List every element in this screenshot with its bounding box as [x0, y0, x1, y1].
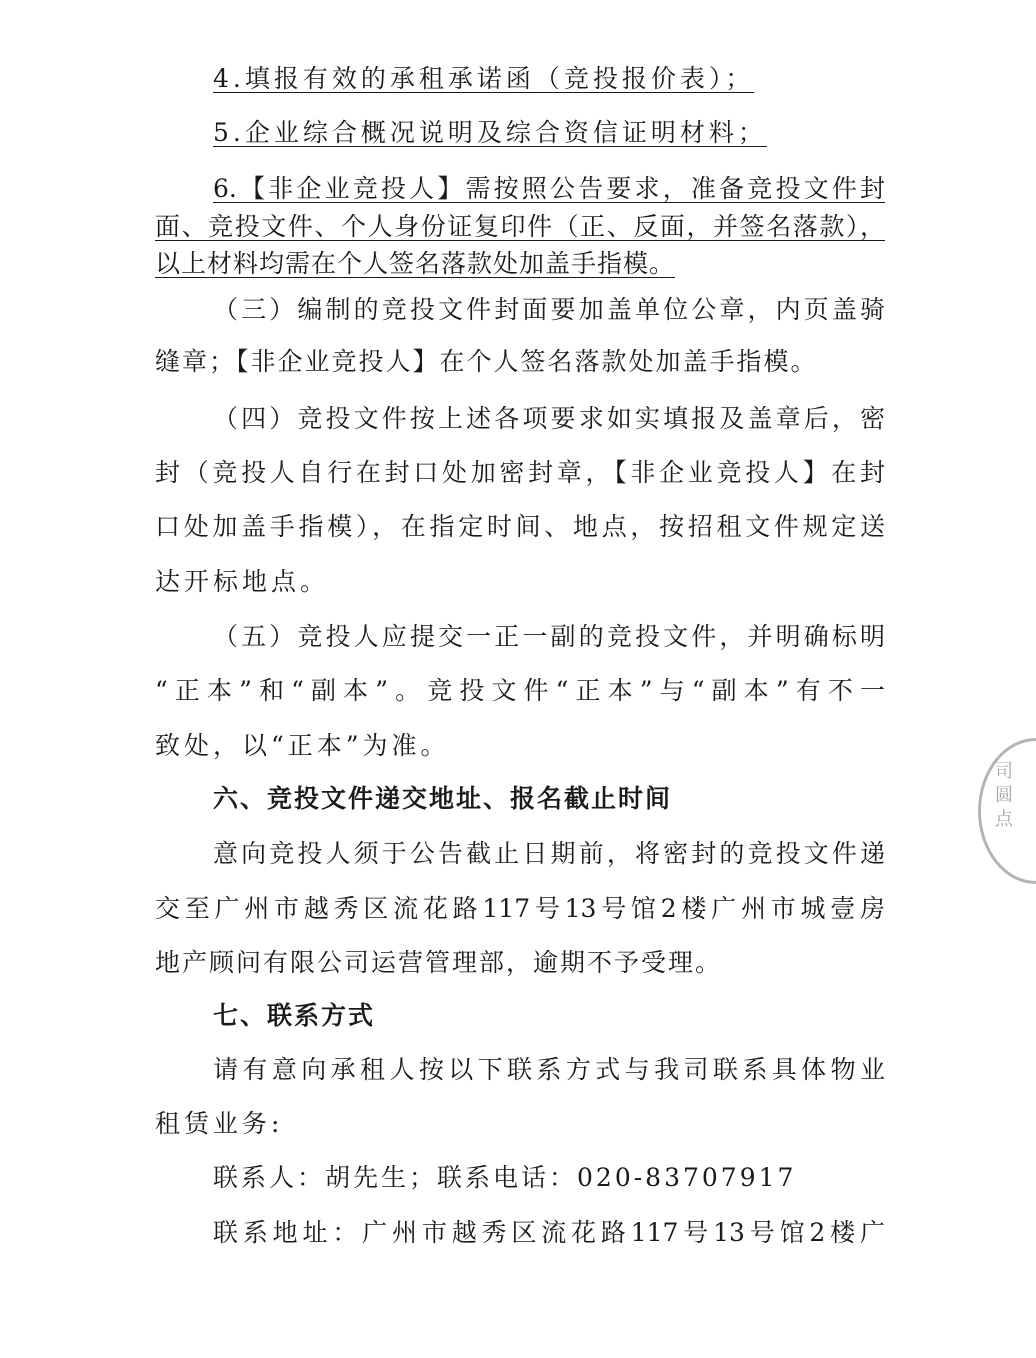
para-5-line1: （五）竞投人应提交一正一副的竞投文件，并明确标明 [213, 622, 885, 651]
para-5-line2: “正本”和“副本”。竞投文件“正本”与“副本”有不一 [155, 676, 885, 705]
section-7-heading: 七、联系方式 [213, 1001, 376, 1030]
section-7-line2: 租赁业务: [155, 1109, 284, 1138]
para-4-line1: （四）竞投文件按上述各项要求如实填报及盖章后，密 [213, 404, 885, 433]
para-4-line4: 达开标地点。 [155, 567, 330, 596]
section-6-line1: 意向竞投人须于公告截止日期前，将密封的竞投文件递 [213, 839, 885, 868]
seal-text: 司 圆 点 [995, 761, 1013, 830]
para-5-line3: 致处，以“正本”为准。 [155, 731, 450, 760]
item-5: 5.企业综合概况说明及综合资信证明材料； [213, 118, 767, 147]
section-6-heading: 六、竞投文件递交地址、报名截止时间 [213, 784, 673, 813]
item-6-line2: 面、竞投文件、个人身份证复印件（正、反面，并签名落款）， [155, 212, 885, 241]
section-7-line1: 请有意向承租人按以下联系方式与我司联系具体物业 [213, 1055, 885, 1084]
contact-person: 联系人：胡先生；联系电话：020-83707917 [213, 1163, 797, 1192]
item-6-line3: 以上材料均需在个人签名落款处加盖手指模。 [155, 249, 676, 278]
section-6-line2: 交至广州市越秀区流花路117号13号馆2楼广州市城壹房 [155, 894, 885, 923]
item-6-line1: 6.【非企业竞投人】需按照公告要求，准备竞投文件封 [213, 174, 885, 203]
section-6-line3: 地产顾问有限公司运营管理部，逾期不予受理。 [155, 948, 723, 977]
para-3-line2: 缝章；【非企业竞投人】在个人签名落款处加盖手指模。 [155, 347, 818, 376]
contact-address: 联系地址：广州市越秀区流花路117号13号馆2楼广 [213, 1218, 885, 1247]
para-4-line2: 封（竞投人自行在封口处加密封章，【非企业竞投人】在封 [155, 458, 885, 487]
para-4-line3: 口处加盖手指模），在指定时间、地点，按招租文件规定送 [155, 512, 885, 541]
para-3-line1: （三）编制的竞投文件封面要加盖单位公章，内页盖骑 [213, 295, 885, 324]
item-4: 4.填报有效的承租承诺函（竞投报价表）； [213, 64, 755, 93]
